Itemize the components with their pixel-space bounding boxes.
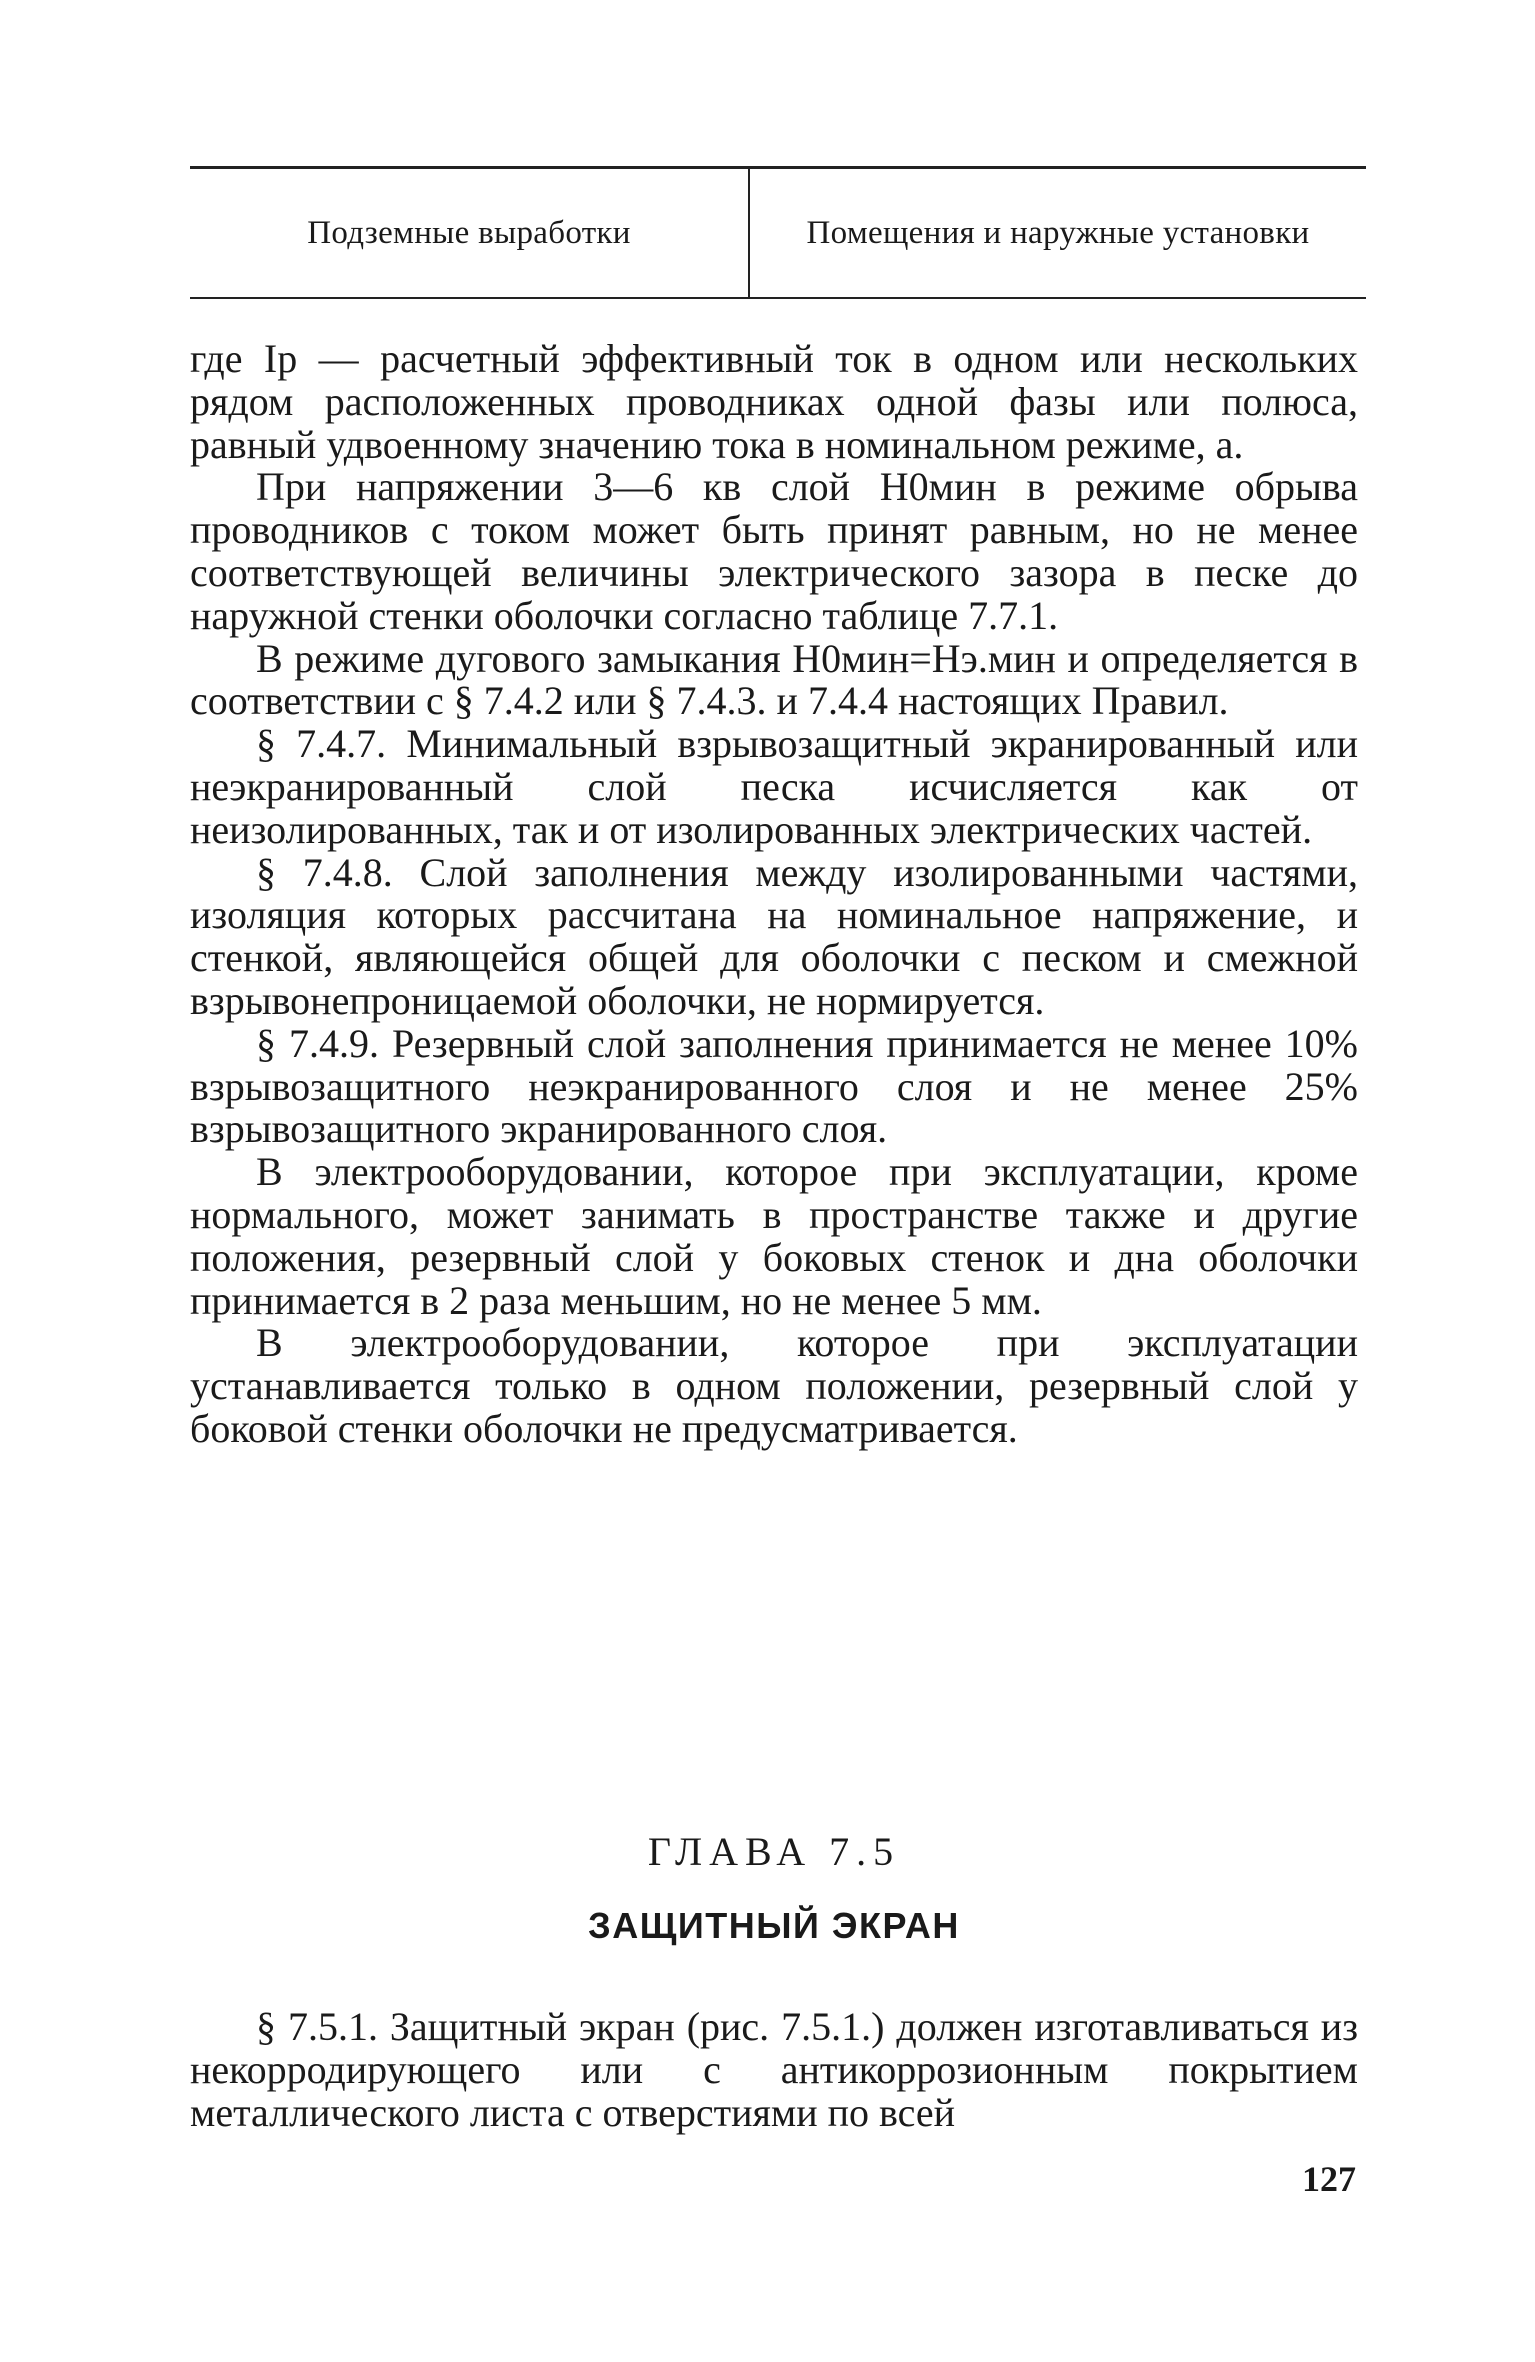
chapter-number: ГЛАВА 7.5 [647,1829,901,1874]
chapter-title: ЗАЩИТНЫЙ ЭКРАН [588,1905,960,1946]
paragraph: При напряжении 3—6 кв слой H0мин в режиме обрыва проводников с током может быть принят равным, но не менее соответствующей величины электрического зазора в песке до наружной стенки оболочки согласно таблице 7.7.1. [190,464,1358,638]
paragraph: § 7.4.9. Резервный слой заполнения принимается не менее 10% взрывозащитного неэкранированного слоя и не менее 25% взрывозащитного экранированного слоя. [190,1020,1358,1152]
paragraph: § 7.5.1. Защитный экран (рис. 7.5.1.) должен изготавливаться из некорродирующего или с антикоррозионным покрытием металлического листа с отверстиями по всей [190,2004,1358,2135]
paragraph: В электрооборудовании, которое при эксплуатации, кроме нормального, может занимать в пространстве также и другие положения, резервный слой у боковых стенок и дна оболочки принимается в 2 раза меньшим, но не менее 5 мм. [190,1149,1358,1323]
paragraph: В режиме дугового замыкания H0мин=Hэ.мин и определяется в соответствии с § 7.4.2 или § 7.4.3. и 7.4.4 настоящих Правил. [190,635,1358,724]
header-left-column: Подземные выработки [190,169,750,297]
header-right-column: Помещения и наружные установки [806,214,1310,251]
paragraph: § 7.4.8. Слой заполнения между изолированными частями, изоляция которых рассчитана на номинальное напряжение, и стенкой, являющейся общей для оболочки с песком и смежной взрывонепроницаемой оболочки, не нормируется. [190,849,1358,1023]
page-number: 127 [1302,2159,1356,2199]
body-text [190,338,1358,1451]
paragraph: где Iр — расчетный эффективный ток в одном или нескольких рядом расположенных проводниках одной фазы или полюса, равный удвоенному значению тока в номинальном режиме, а. [190,336,1358,467]
running-header [190,166,1366,299]
paragraph: В электрооборудовании, которое при эксплуатации устанавливается только в одном положении, резервный слой у боковой стенки оболочки не предусматривается. [190,1320,1358,1451]
section-text [190,2006,1358,2134]
paragraph: § 7.4.7. Минимальный взрывозащитный экранированный или неэкранированный слой песка исчисляется как от неизолированных, так и от изолированных электрических частей. [190,721,1358,852]
